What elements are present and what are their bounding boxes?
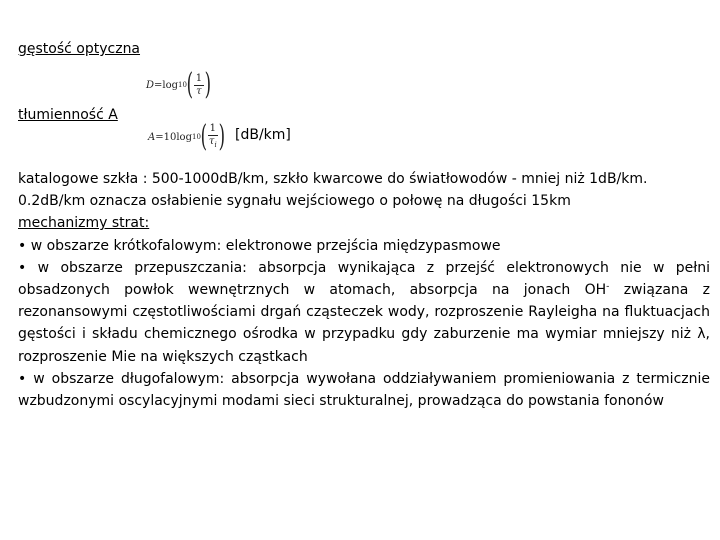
formula-log-base: 10 — [178, 81, 187, 89]
shortwave-bullet: • w obszarze krótkofalowym: elektronowe przejścia międzypasmowe — [18, 237, 501, 254]
attenuation-heading: tłumienność A — [18, 107, 118, 123]
formula-log: log — [176, 131, 192, 143]
body-text — [18, 168, 710, 412]
formula-denominator — [209, 136, 217, 151]
longwave-bullet: • w obszarze długofalowym: absorpcja wywołana oddziaływaniem promieniowania z termicznie wzbudzonymi oscylacyjnymi modami sieci strukturalnej, prowadząca do powstania fononów — [18, 370, 710, 410]
transmission-text-b: związana z rezonansowymi częstotliwościami drgań cząsteczek wody, rozproszenie Rayleigha na fluktuacjach gęstości i składu chemicznego ośrodka w przypadku gdy zaburzenie ma wymiar mniejszy niż — [18, 282, 711, 343]
formula-equals: = — [155, 131, 164, 143]
formula-log: log — [162, 79, 179, 91]
hydroxide-charge: - — [606, 281, 610, 292]
formula-fraction — [194, 73, 204, 98]
formula-paren-left: ( — [200, 119, 207, 154]
optical-density-heading: gęstość optyczna — [18, 41, 141, 57]
catalog-line: katalogowe szkła : 500-1000dB/km, szkło kwarcowe do światłowodów - mniej niż 1dB/km. — [18, 171, 648, 187]
formula-tau-subscript: i — [214, 141, 217, 149]
formula-lhs: A — [148, 131, 156, 143]
mechanisms-title: mechanizmy strat: — [18, 215, 150, 232]
formula-coefficient: 10 — [163, 131, 177, 143]
transmission-bullet — [18, 257, 710, 368]
attenuation-unit: [dB/km] — [235, 127, 291, 143]
attenuation-formula — [148, 119, 225, 155]
formula-numerator: 1 — [195, 72, 203, 84]
lambda-symbol: λ — [697, 326, 706, 343]
meaning-line: 0.2dB/km oznacza osłabienie sygnału wejściowego o połowę na długości 15km — [18, 193, 571, 210]
formula-equals: = — [154, 79, 163, 91]
formula-paren-right: ) — [218, 119, 226, 154]
formula-paren-right: ) — [204, 67, 212, 102]
formula-log-base: 10 — [191, 133, 201, 141]
formula-fraction — [208, 123, 218, 151]
formula-denominator: τ — [196, 85, 202, 97]
formula-numerator: 1 — [209, 123, 216, 134]
transmission-text-c: , rozproszenie Mie na większych cząstkach — [18, 326, 710, 365]
formula-paren-left: ( — [186, 67, 194, 102]
transmission-text-a: • w obszarze przepuszczania: absorpcja wynikająca z przejść elektronowych nie w pełni obsadzonych powłok wewnętrznych w atomach, absorpcja na jonach OH — [18, 259, 710, 299]
optical-density-formula — [146, 68, 211, 102]
formula-lhs: D — [146, 79, 155, 91]
formula-tau: τ — [208, 136, 215, 147]
